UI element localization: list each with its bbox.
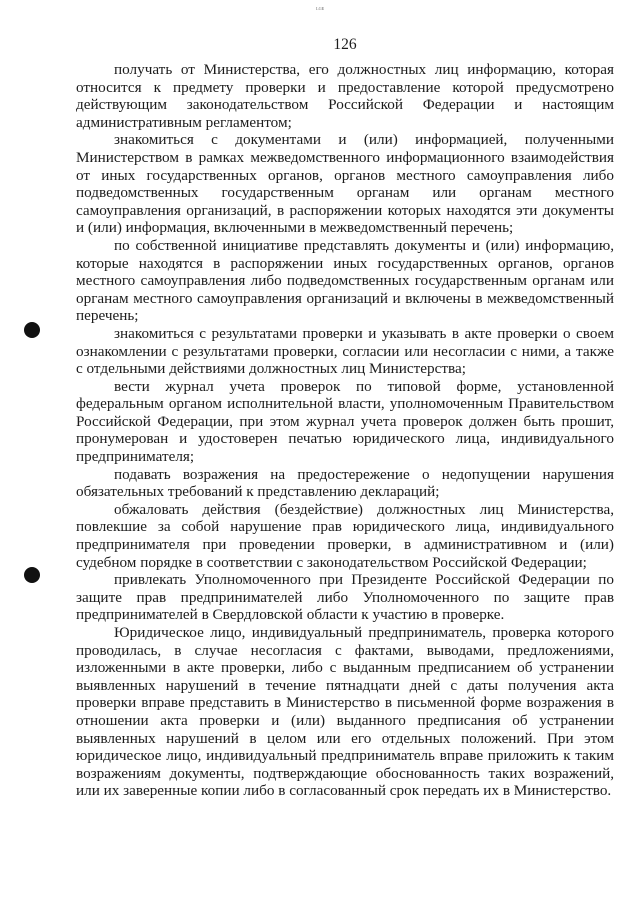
paragraph-review-documents: знакомиться с документами и (или) информацией, полученными Министерством в рамках межведомственного информационного взаимодействия от иных государственных органов, органов местного самоуправления либо подведомственных государственным органам или органам местного самоуправления организаций, в распоряжении которых находятся эти документы и (или) информация, включенными в межведомственный перечень; [76, 131, 614, 237]
paragraph-objection-procedure: Юридическое лицо, индивидуальный предприниматель, проверка которого проводилась, в случае несогласия с фактами, выводами, предложениями, изложенными в акте проверки, либо с выданным предписанием об устранении выявленных нарушений в течение пятнадцати дней с даты получения акта проверки вправе представить в Министерство в письменной форме возражения в отношении акта проверки и (или) выданного предписания об устранении выявленных нарушений в целом или его отдельных положений. При этом юридическое лицо, индивидуальный предприниматель вправе приложить к таким возражениям документы, подтверждающие обоснованность таких возражений, или их заверенные копии либо в согласованный срок передать их в Министерство. [76, 624, 614, 800]
paragraph-inspection-log: вести журнал учета проверок по типовой форме, установленной федеральным органом исполнительной власти, уполномоченным Правительством Российской Федерации, при этом журнал учета проверок должен быть прошит, пронумерован и удостоверен печатью юридического лица, индивидуального предпринимателя; [76, 377, 614, 466]
paragraph-appeal-actions: обжаловать действия (бездействие) должностных лиц Министерства, повлекшие за собой нарушение прав юридического лица, индивидуального предпринимателя при проведении проверки, в административном и (или) судебном порядке в соответствии с законодательством Российской Федерации; [76, 500, 614, 571]
binder-hole-icon [24, 567, 40, 583]
paragraph-receive-information: получать от Министерства, его должностных лиц информацию, которая относится к предмету проверки и предоставление которой предусмотрено действующим законодательством Российской Федерации и настоящим административным регламентом; [76, 61, 614, 131]
paragraph-submit-documents: по собственной инициативе представлять документы и (или) информацию, которые находятся в распоряжении иных государственных органов, органов местного самоуправления либо подведомственных государственным органам или органам местного самоуправления организаций и включены в межведомственный перечень; [76, 236, 614, 325]
body-text [76, 61, 614, 800]
paragraph-review-results: знакомиться с результатами проверки и указывать в акте проверки о своем ознакомлении с результатами проверки, согласии или несогласии с ними, а также с отдельными действиями должностных лиц Министерства; [76, 324, 614, 378]
scan-mark: ᴸᴳᴱ [316, 6, 325, 14]
paragraph-involve-ombudsman: привлекать Уполномоченного при Президенте Российской Федерации по защите прав предпринимателей либо Уполномоченного по защите прав предпринимателей в Свердловской области к участию в проверке. [76, 571, 614, 624]
paragraph-file-objections: подавать возражения на предостережение о недопущении нарушения обязательных требований к представлению деклараций; [76, 465, 614, 501]
binder-hole-icon [24, 322, 40, 338]
page-number: 126 [333, 36, 357, 53]
